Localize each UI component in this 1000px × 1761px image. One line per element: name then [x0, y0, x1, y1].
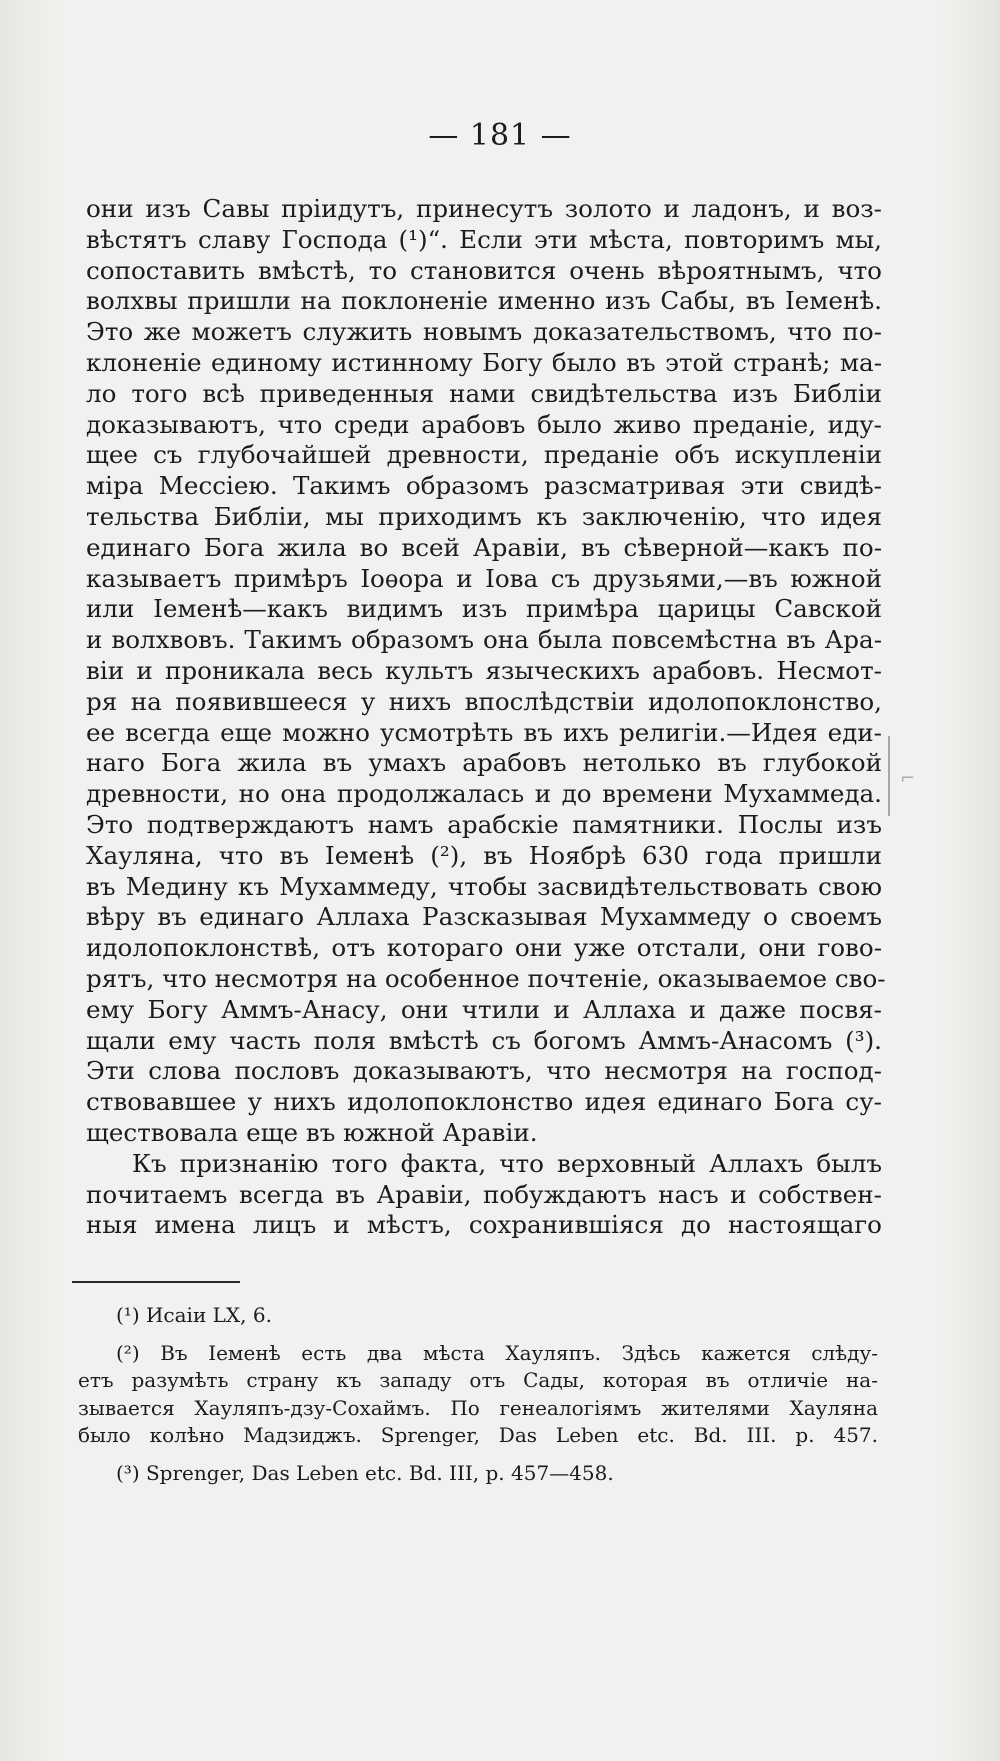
text-line: идолопоклонствѣ, отъ котораго они уже отстали, они гово-	[86, 933, 882, 963]
margin-pencil-mark	[888, 736, 890, 816]
text-line: щее съ глубочайшей древности, преданіе объ искупленіи	[86, 440, 882, 470]
text-line: тельства Библіи, мы приходимъ къ заключенію, что идея	[86, 501, 882, 531]
footnote-2-line: было колѣно Мадзиджъ. Sprenger, Das Leben etc. Bd. III. p. 457.	[78, 1423, 878, 1447]
footnote-1: (¹) Исаіи LX, 6.	[116, 1303, 272, 1327]
text-line: ее всегда еще можно усмотрѣть въ ихъ религіи.—Идея еди-	[86, 717, 882, 747]
text-line: сопоставить вмѣстѣ, то становится очень вѣроятнымъ, что	[86, 255, 882, 285]
text-line: или Іеменѣ—какъ видимъ изъ примѣра царицы Савской	[86, 594, 882, 624]
text-line: въ Медину къ Мухаммеду, чтобы засвидѣтельствовать свою	[86, 871, 882, 901]
main-text	[86, 194, 886, 1241]
text-line: щали ему часть поля вмѣстѣ съ богомъ Аммъ-Анасомъ (³).	[86, 1025, 882, 1055]
text-line: міра Мессіею. Такимъ образомъ разсматривая эти свидѣ-	[86, 471, 882, 501]
text-line: вѣру въ единаго Аллаха Разсказывая Мухаммеду о своемъ	[86, 902, 882, 932]
footnote-2-line: зывается Хауляпъ-дзу-Сохаймъ. По генеалогіямъ жителями Хауляна	[78, 1395, 878, 1420]
text-line: ществовала еще въ южной Аравіи.	[86, 1117, 538, 1147]
margin-pencil-glyph: ⌐	[900, 768, 916, 789]
footnote-separator	[72, 1281, 240, 1283]
footnote-3: (³) Sprenger, Das Leben etc. Bd. III, p. 457—458.	[116, 1460, 614, 1485]
text-line: Хауляна, что въ Іеменѣ (²), въ Ноябрѣ 630 года пришли	[86, 840, 882, 870]
text-line: рятъ, что несмотря на особенное почтеніе, оказываемое сво-	[86, 963, 886, 993]
text-line: Это подтверждаютъ намъ арабскіе памятники. Послы изъ	[86, 809, 882, 839]
text-line: Къ признанію того факта, что верховный Аллахъ былъ	[132, 1148, 882, 1178]
text-line: древности, но она продолжалась и до времени Мухаммеда.	[86, 779, 882, 809]
text-line: вѣстятъ славу Господа (¹)“. Если эти мѣста, повторимъ мы,	[86, 224, 882, 254]
text-line: наго Бога жила въ умахъ арабовъ нетолько въ глубокой	[86, 748, 882, 778]
text-line: и волхвовъ. Такимъ образомъ она была повсемѣстна въ Ара-	[86, 625, 882, 655]
text-line: ствовавшее у нихъ идолопоклонство идея единаго Бога су-	[86, 1087, 882, 1117]
text-line: волхвы пришли на поклоненіе именно изъ Сабы, въ Іеменѣ.	[86, 286, 882, 316]
text-line: ему Богу Аммъ-Анасу, они чтили и Аллаха и даже посвя-	[86, 994, 882, 1024]
text-line: ныя имена лицъ и мѣстъ, сохранившіяся до настоящаго	[86, 1210, 882, 1240]
footnote-2-line: (²) Въ Іеменѣ есть два мѣста Хауляпъ. Здѣсь кажется слѣду-	[116, 1340, 878, 1365]
text-line: они изъ Савы пріидутъ, принесутъ золото и ладонъ, и воз-	[86, 194, 882, 223]
text-line: казываетъ примѣръ Іоѳора и Іова съ друзьями,—въ южной	[86, 563, 882, 593]
text-line: почитаемъ всегда въ Аравіи, побуждаютъ насъ и собствен-	[86, 1179, 882, 1209]
text-line: ло того всѣ приведенныя нами свидѣтельства изъ Библіи	[86, 378, 882, 408]
text-line: Это же можетъ служить новымъ доказательствомъ, что по-	[86, 317, 882, 347]
text-line: ря на появившееся у нихъ впослѣдствіи идолопоклонство,	[86, 686, 882, 716]
footnotes	[78, 1302, 878, 1487]
text-line: клоненіе единому истинному Богу было въ этой странѣ; ма-	[86, 347, 882, 377]
page-number: — 181 —	[428, 118, 572, 153]
text-line: единаго Бога жила во всей Аравіи, въ сѣверной—какъ по-	[86, 532, 882, 562]
footnote-2-line: етъ разумѣть страну къ западу отъ Сады, которая въ отличіе на-	[78, 1368, 878, 1392]
text-line: віи и проникала весь культъ языческихъ арабовъ. Несмот-	[86, 655, 882, 685]
text-line: Эти слова пословъ доказываютъ, что несмотря на господ-	[86, 1056, 882, 1086]
text-line: доказываютъ, что среди арабовъ было живо преданіе, иду-	[86, 409, 882, 439]
